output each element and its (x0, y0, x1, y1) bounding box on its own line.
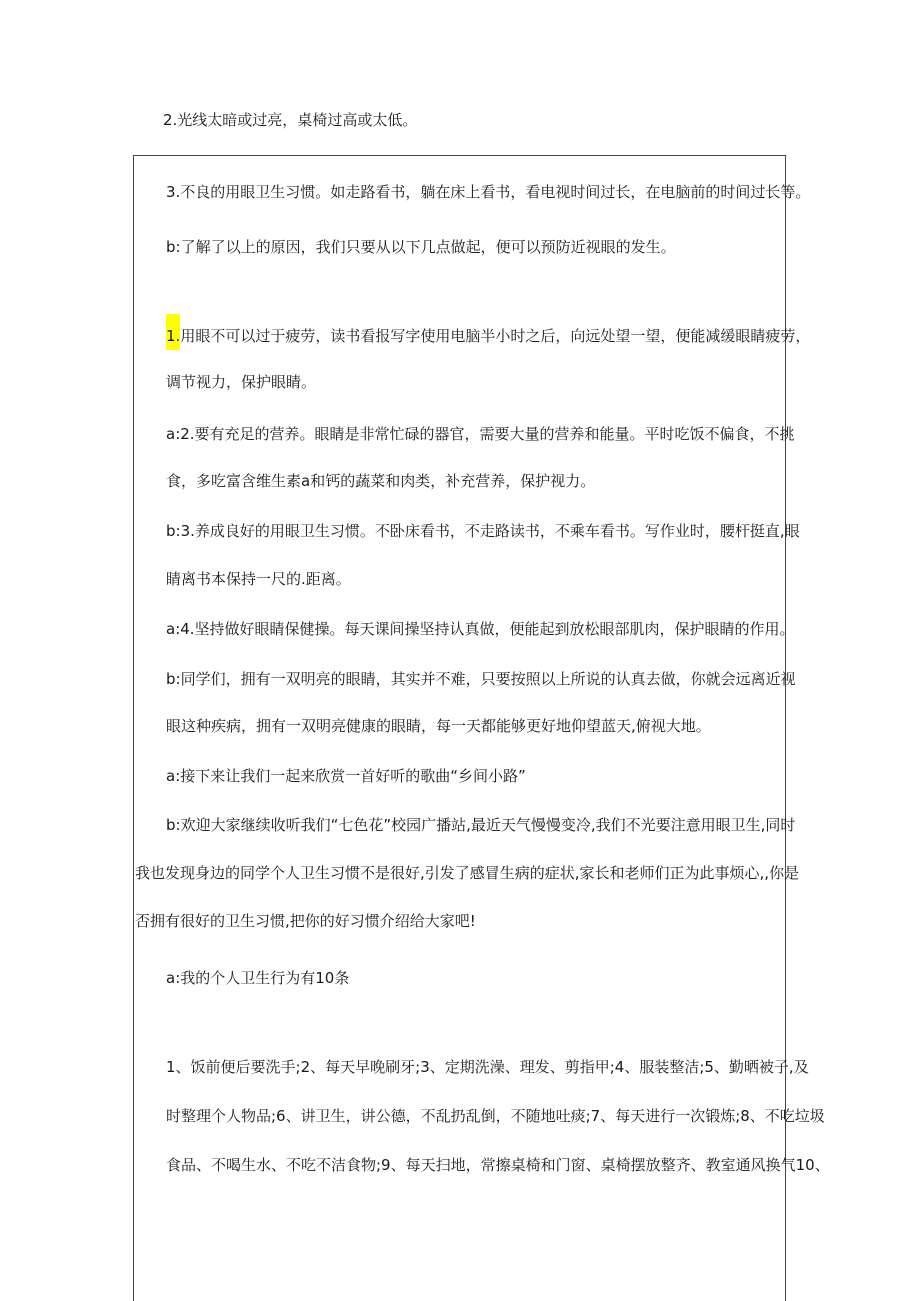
paragraph-line: 3.不良的用眼卫生习惯。如走路看书，躺在床上看书，看电视时间过长，在电脑前的时间过长等。 (166, 183, 811, 201)
paragraph-line: a:接下来让我们一起来欣赏一首好听的歌曲“乡间小路” (166, 767, 526, 785)
paragraph-line: 食，多吃富含维生素a和钙的蔬菜和肉类，补充营养，保护视力。 (166, 472, 596, 490)
highlighted-number: 1. (166, 314, 180, 350)
paragraph-line: a:我的个人卫生行为有10条 (166, 969, 350, 987)
paragraph-line: b:欢迎大家继续收听我们“七色花”校园广播站,最近天气慢慢变冷,我们不光要注意用眼卫生,同时 (166, 816, 796, 834)
paragraph-line: b:同学们，拥有一双明亮的眼睛，其实并不难，只要按照以上所说的认真去做，你就会远离近视 (166, 670, 796, 688)
paragraph-line: 时整理个人物品;6、讲卫生，讲公德，不乱扔乱倒，不随地吐痰;7、每天进行一次锻炼;8、不吃垃圾 (166, 1107, 825, 1125)
paragraph-line: b:3.养成良好的用眼卫生习惯。不卧床看书，不走路读书，不乘车看书。写作业时，腰杆挺直,眼 (166, 522, 800, 540)
paragraph-line: 1、饭前便后要洗手;2、每天早晚刷牙;3、定期洗澡、理发、剪指甲;4、服装整洁;5、勤晒被子,及 (166, 1058, 809, 1076)
paragraph-line: 我也发现身边的同学个人卫生习惯不是很好,引发了感冒生病的症状,家长和老师们正为此事烦心,,你是 (135, 864, 800, 882)
paragraph-line: a:4.坚持做好眼睛保健操。每天课间操坚持认真做，便能起到放松眼部肌肉，保护眼睛的作用。 (166, 620, 795, 638)
paragraph-line: 睛离书本保持一尺的.距离。 (166, 570, 351, 588)
paragraph-text: 用眼不可以过于疲劳，读书看报写字使用电脑半小时之后，向远处望一望，便能减缓眼睛疲劳， (180, 327, 811, 345)
paragraph-line: 眼这种疾病，拥有一双明亮健康的眼睛，每一天都能够更好地仰望蓝天,俯视大地。 (166, 717, 711, 735)
paragraph-line: 2.光线太暗或过亮，桌椅过高或太低。 (163, 111, 418, 129)
paragraph-line-highlighted (166, 326, 810, 350)
paragraph-line: b:了解了以上的原因，我们只要从以下几点做起，便可以预防近视眼的发生。 (166, 238, 676, 256)
paragraph-line: 调节视力，保护眼睛。 (166, 373, 317, 391)
paragraph-line: 否拥有很好的卫生习惯,把你的好习惯介绍给大家吧! (135, 912, 476, 930)
paragraph-line: a:2.要有充足的营养。眼睛是非常忙碌的器官，需要大量的营养和能量。平时吃饭不偏食，不挑 (166, 425, 795, 443)
paragraph-line: 食品、不喝生水、不吃不洁食物;9、每天扫地，常擦桌椅和门窗、桌椅摆放整齐、教室通风换气10、 (166, 1156, 830, 1174)
